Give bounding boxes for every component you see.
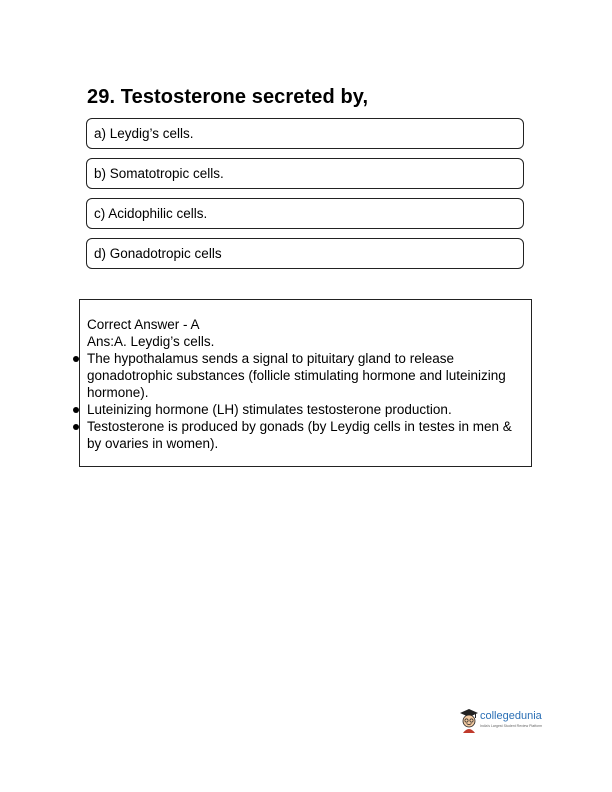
logo-brand: collegedunia — [480, 710, 542, 722]
option-b[interactable]: b) Somatotropic cells. — [86, 158, 524, 189]
bullet-text: Luteinizing hormone (LH) stimulates testosterone production. — [87, 402, 452, 417]
logo-tagline: India's Largest Student Review Platform — [480, 724, 543, 728]
option-a[interactable]: a) Leydig’s cells. — [86, 118, 524, 149]
bullet-text: The hypothalamus sends a signal to pituitary gland to release gonadotrophic substances (follicle stimulating hormone and luteinizing hormone). — [87, 351, 506, 400]
bullet-item — [87, 418, 517, 452]
bullet-text: Testosterone is produced by gonads (by Leydig cells in testes in men & by ovaries in women). — [87, 419, 512, 451]
correct-answer-line: Correct Answer - A — [87, 317, 200, 332]
question-title: 29. Testosterone secreted by, — [87, 86, 369, 108]
collegedunia-logo — [458, 706, 568, 738]
option-c[interactable]: c) Acidophilic cells. — [86, 198, 524, 229]
bullet-icon — [73, 407, 79, 413]
answer-line: Ans:A. Leydig’s cells. — [87, 334, 215, 349]
option-d[interactable]: d) Gonadotropic cells — [86, 238, 524, 269]
bullet-icon — [73, 356, 79, 362]
bullet-item — [87, 401, 517, 418]
bullet-icon — [73, 424, 79, 430]
answer-explanation — [87, 316, 517, 452]
bullet-item — [87, 350, 517, 401]
mascot-icon — [458, 706, 480, 734]
